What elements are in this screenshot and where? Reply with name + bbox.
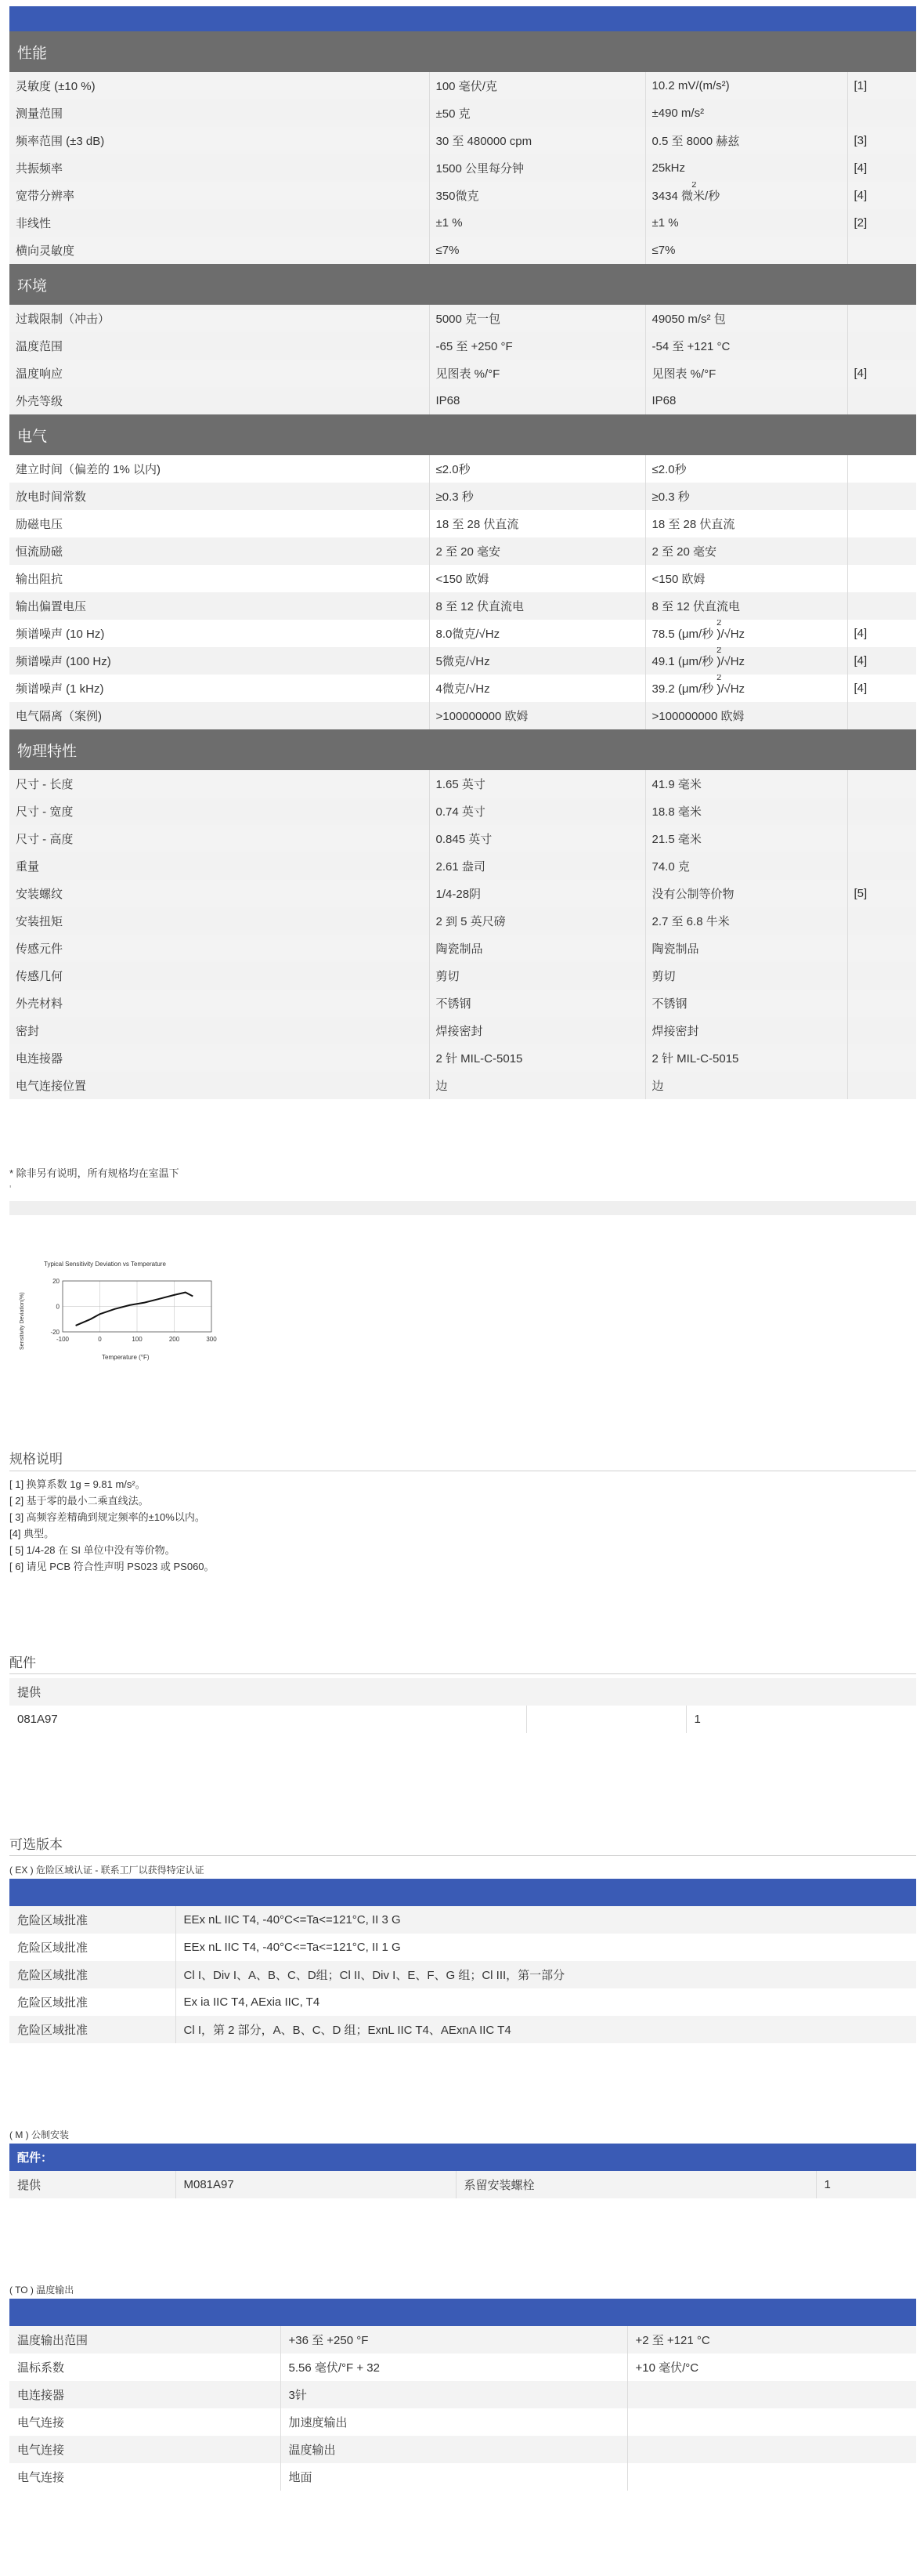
spec-row bbox=[9, 237, 916, 264]
spec-value-si: ≥0.3 秒 bbox=[645, 483, 847, 510]
ex-table bbox=[9, 1879, 916, 2043]
spec-row bbox=[9, 592, 916, 620]
spec-value-si: ±490 m/s² bbox=[645, 99, 847, 127]
spec-value-si: 74.0 克 bbox=[645, 852, 847, 880]
spec-label: 励磁电压 bbox=[9, 510, 429, 537]
spec-value-imperial: 1500 公里每分钟 bbox=[429, 154, 645, 182]
to-row bbox=[9, 2463, 916, 2491]
spec-label: 共振频率 bbox=[9, 154, 429, 182]
spec-value-si: 25kHz bbox=[645, 154, 847, 182]
spec-label: 输出阻抗 bbox=[9, 565, 429, 592]
spec-value-si: 没有公制等价物 bbox=[645, 880, 847, 907]
chart-ytick-label: 20 bbox=[52, 1278, 60, 1285]
ex-value-cell: EEx nL IIC T4, -40°C<=Ta<=121°C, II 1 G bbox=[175, 1934, 916, 1961]
spec-row bbox=[9, 305, 916, 332]
m-supplied: 提供 bbox=[9, 2171, 175, 2198]
spec-note-item: [ 5] 1/4-28 在 SI 单位中没有等价物。 bbox=[9, 1544, 175, 1556]
superscript-mark: 2 bbox=[716, 675, 722, 682]
spec-row bbox=[9, 770, 916, 798]
spec-value-imperial: 边 bbox=[429, 1072, 645, 1099]
spec-label: 频谱噪声 (100 Hz) bbox=[9, 647, 429, 675]
chart-title: Typical Sensitivity Deviation vs Temperature bbox=[44, 1261, 166, 1268]
section-title: 性能 bbox=[9, 31, 916, 72]
spec-row bbox=[9, 798, 916, 825]
m-model: M081A97 bbox=[175, 2171, 456, 2198]
spec-value-si: ±1 % bbox=[645, 209, 847, 237]
top-banner bbox=[9, 6, 916, 31]
section-title: 物理特性 bbox=[9, 729, 916, 770]
spec-label: 外壳材料 bbox=[9, 990, 429, 1017]
spec-footnote bbox=[847, 935, 916, 962]
superscript-mark: 2 bbox=[691, 182, 697, 190]
spec-note-item: [4] 典型。 bbox=[9, 1528, 55, 1539]
spec-row bbox=[9, 209, 916, 237]
spec-note-item: [ 3] 高频容差精确到规定频率的±10%以内。 bbox=[9, 1511, 205, 1523]
spec-row bbox=[9, 935, 916, 962]
spec-value-imperial: IP68 bbox=[429, 387, 645, 414]
spec-label: 尺寸 - 宽度 bbox=[9, 798, 429, 825]
spec-value-si: 焊接密封 bbox=[645, 1017, 847, 1044]
spec-value-imperial: 焊接密封 bbox=[429, 1017, 645, 1044]
spec-value-imperial: <150 欧姆 bbox=[429, 565, 645, 592]
spec-label: 输出偏置电压 bbox=[9, 592, 429, 620]
spec-label: 宽带分辨率 bbox=[9, 182, 429, 209]
ex-row bbox=[9, 2016, 916, 2043]
spec-footnote: [4] bbox=[847, 154, 916, 182]
chart-series-line bbox=[76, 1293, 193, 1326]
spec-label: 密封 bbox=[9, 1017, 429, 1044]
to-value-imperial: 3针 bbox=[280, 2381, 627, 2408]
spec-value-si: 边 bbox=[645, 1072, 847, 1099]
spec-label: 传感几何 bbox=[9, 962, 429, 990]
spec-row bbox=[9, 332, 916, 360]
spec-value-imperial: 18 至 28 伏直流 bbox=[429, 510, 645, 537]
spec-value-si: 8 至 12 伏直流电 bbox=[645, 592, 847, 620]
spec-footnote bbox=[847, 825, 916, 852]
spec-footnote bbox=[847, 962, 916, 990]
spec-row bbox=[9, 702, 916, 729]
to-label-cell: 电气连接 bbox=[9, 2463, 280, 2491]
spec-row bbox=[9, 154, 916, 182]
to-value-si: +10 毫伏/°C bbox=[627, 2353, 916, 2381]
spec-footnote bbox=[847, 455, 916, 483]
room-temp-note: * 除非另有说明，所有规格均在室温下 bbox=[9, 1167, 179, 1179]
spec-label: 频谱噪声 (10 Hz) bbox=[9, 620, 429, 647]
spec-footnote: [4] bbox=[847, 647, 916, 675]
spec-footnote bbox=[847, 1017, 916, 1044]
to-row bbox=[9, 2381, 916, 2408]
spec-label: 放电时间常数 bbox=[9, 483, 429, 510]
spec-value-imperial: 5000 克一包 bbox=[429, 305, 645, 332]
section-title: 电气 bbox=[9, 414, 916, 455]
spec-footnote: [2] bbox=[847, 209, 916, 237]
chart-ylabel: Sensitivity Deviation(%) bbox=[20, 1292, 25, 1350]
spec-value-si: ≤7% bbox=[645, 237, 847, 264]
spec-value-imperial: 30 至 480000 cpm bbox=[429, 127, 645, 154]
spec-value-imperial: 4微克/√Hz bbox=[429, 675, 645, 702]
spec-value-imperial: -65 至 +250 °F bbox=[429, 332, 645, 360]
ex-header-cell bbox=[9, 1879, 916, 1906]
ex-label-cell: 危险区域批准 bbox=[9, 1934, 175, 1961]
spec-footnote bbox=[847, 99, 916, 127]
spec-value-si: 0.5 至 8000 赫兹 bbox=[645, 127, 847, 154]
superscript-mark: 2 bbox=[716, 620, 722, 628]
spec-row bbox=[9, 907, 916, 935]
accessories-header: 提供 bbox=[9, 1678, 916, 1706]
to-value-imperial: 地面 bbox=[280, 2463, 627, 2491]
section-header bbox=[9, 264, 916, 305]
spec-row bbox=[9, 647, 916, 675]
spec-label: 安装扭矩 bbox=[9, 907, 429, 935]
spec-footnote bbox=[847, 537, 916, 565]
spec-value-imperial: 2 到 5 英尺磅 bbox=[429, 907, 645, 935]
chart-xlabel: Temperature (°F) bbox=[102, 1354, 150, 1361]
spec-footnote bbox=[847, 483, 916, 510]
spec-row bbox=[9, 565, 916, 592]
ex-value-cell: EEx nL IIC T4, -40°C<=Ta<=121°C, II 3 G bbox=[175, 1906, 916, 1934]
spec-footnote bbox=[847, 702, 916, 729]
spec-row bbox=[9, 825, 916, 852]
m-desc: 系留安装螺栓 bbox=[456, 2171, 816, 2198]
spec-notes-title: 规格说明 bbox=[9, 1452, 63, 1467]
to-row bbox=[9, 2408, 916, 2436]
chart-ytick-label: -20 bbox=[50, 1329, 60, 1336]
spec-value-si: 剪切 bbox=[645, 962, 847, 990]
options-rule bbox=[9, 1855, 916, 1856]
to-value-imperial: 温度输出 bbox=[280, 2436, 627, 2463]
spec-value-si: -54 至 +121 °C bbox=[645, 332, 847, 360]
spec-value-imperial: 见图表 %/°F bbox=[429, 360, 645, 387]
spec-value-si: 18 至 28 伏直流 bbox=[645, 510, 847, 537]
ex-value-cell: Cl I、Div I、A、B、C、D组；Cl II、Div I、E、F、G 组；Cl III，第一部分 bbox=[175, 1961, 916, 1988]
spec-label: 尺寸 - 高度 bbox=[9, 825, 429, 852]
ex-row bbox=[9, 1934, 916, 1961]
spec-value-si: 2 至 20 毫安 bbox=[645, 537, 847, 565]
to-label-cell: 温度输出范围 bbox=[9, 2326, 280, 2353]
chart-xtick-label: -100 bbox=[56, 1336, 70, 1343]
section-header bbox=[9, 729, 916, 770]
spec-row bbox=[9, 510, 916, 537]
spec-footnote bbox=[847, 387, 916, 414]
spec-label: 温度响应 bbox=[9, 360, 429, 387]
spec-footnote bbox=[847, 565, 916, 592]
spec-note-item: [ 6] 请见 PCB 符合性声明 PS023 或 PS060。 bbox=[9, 1561, 215, 1572]
to-label-cell: 温标系数 bbox=[9, 2353, 280, 2381]
spec-footnote bbox=[847, 592, 916, 620]
spec-value-si: 不锈钢 bbox=[645, 990, 847, 1017]
accessory-model: 081A97 bbox=[9, 1706, 526, 1733]
spec-value-imperial: 350微克 bbox=[429, 182, 645, 209]
spec-value-imperial: 2.61 盎司 bbox=[429, 852, 645, 880]
to-row bbox=[9, 2326, 916, 2353]
m-table bbox=[9, 2144, 916, 2198]
spec-value-si bbox=[645, 620, 847, 647]
spec-value-imperial: 0.74 英寸 bbox=[429, 798, 645, 825]
spec-footnote bbox=[847, 990, 916, 1017]
spec-label: 过载限制（冲击） bbox=[9, 305, 429, 332]
section-header bbox=[9, 31, 916, 72]
sensitivity-chart bbox=[16, 1257, 227, 1367]
to-value-si bbox=[627, 2436, 916, 2463]
section-title: 环境 bbox=[9, 264, 916, 305]
to-value-si bbox=[627, 2463, 916, 2491]
spec-footnote bbox=[847, 332, 916, 360]
to-value-imperial: 加速度输出 bbox=[280, 2408, 627, 2436]
spec-label: 安装螺纹 bbox=[9, 880, 429, 907]
spec-value-imperial: 2 至 20 毫安 bbox=[429, 537, 645, 565]
spec-value-si: ≤2.0秒 bbox=[645, 455, 847, 483]
to-header-bar bbox=[9, 2299, 916, 2326]
spec-value-imperial: 0.845 英寸 bbox=[429, 825, 645, 852]
spec-label: 频谱噪声 (1 kHz) bbox=[9, 675, 429, 702]
spec-value-imperial: ≤7% bbox=[429, 237, 645, 264]
to-value-imperial: 5.56 毫伏/°F + 32 bbox=[280, 2353, 627, 2381]
spec-row bbox=[9, 880, 916, 907]
to-value-si bbox=[627, 2381, 916, 2408]
spec-footnote bbox=[847, 907, 916, 935]
spec-value-imperial: ±1 % bbox=[429, 209, 645, 237]
spec-label: 电气连接位置 bbox=[9, 1072, 429, 1099]
spec-footnote bbox=[847, 305, 916, 332]
spec-row bbox=[9, 483, 916, 510]
to-label-cell: 电气连接 bbox=[9, 2408, 280, 2436]
accessory-desc bbox=[526, 1706, 686, 1733]
spec-value-imperial: 陶瓷制品 bbox=[429, 935, 645, 962]
spec-footnote: [3] bbox=[847, 127, 916, 154]
spec-value-si: 见图表 %/°F bbox=[645, 360, 847, 387]
spec-value-imperial: ≥0.3 秒 bbox=[429, 483, 645, 510]
spec-label: 重量 bbox=[9, 852, 429, 880]
spec-label: 恒流励磁 bbox=[9, 537, 429, 565]
spec-value-si: 2 针 MIL-C-5015 bbox=[645, 1044, 847, 1072]
spec-value-si bbox=[645, 182, 847, 209]
spec-note-item: [ 2] 基于零的最小二乘直线法。 bbox=[9, 1495, 149, 1507]
spec-row bbox=[9, 1044, 916, 1072]
spec-value-si: IP68 bbox=[645, 387, 847, 414]
spec-row bbox=[9, 1072, 916, 1099]
spec-value-si: 陶瓷制品 bbox=[645, 935, 847, 962]
section-header bbox=[9, 414, 916, 455]
to-value-imperial: +36 至 +250 °F bbox=[280, 2326, 627, 2353]
spec-label: 非线性 bbox=[9, 209, 429, 237]
spec-label: 电气隔离（案例) bbox=[9, 702, 429, 729]
spec-value-imperial: 1/4-28阴 bbox=[429, 880, 645, 907]
spec-value-imperial: 1.65 英寸 bbox=[429, 770, 645, 798]
chart-xtick-label: 300 bbox=[206, 1336, 217, 1343]
ex-label: ( EX ) 危险区域认证 - 联系工厂以获得特定认证 bbox=[9, 1865, 204, 1876]
spec-footnote bbox=[847, 852, 916, 880]
spec-label: 尺寸 - 长度 bbox=[9, 770, 429, 798]
spec-row bbox=[9, 182, 916, 209]
accessories-title: 配件 bbox=[9, 1655, 36, 1670]
spec-footnote bbox=[847, 237, 916, 264]
ex-label-cell: 危险区域批准 bbox=[9, 1961, 175, 1988]
spec-value-text: 3434 微米/秒 bbox=[651, 190, 720, 203]
m-header: 配件： bbox=[9, 2144, 916, 2171]
spec-value-text: 78.5 (μm/秒 )/√Hz bbox=[651, 628, 745, 641]
spec-value-si: 21.5 毫米 bbox=[645, 825, 847, 852]
spec-value-si: 49050 m/s² 包 bbox=[645, 305, 847, 332]
spec-footnote bbox=[847, 770, 916, 798]
spec-value-si: >100000000 欧姆 bbox=[645, 702, 847, 729]
ex-row bbox=[9, 1961, 916, 1988]
to-row bbox=[9, 2436, 916, 2463]
chart-xtick-label: 200 bbox=[168, 1336, 180, 1343]
spec-value-si: 41.9 毫米 bbox=[645, 770, 847, 798]
spec-value-imperial: 8 至 12 伏直流电 bbox=[429, 592, 645, 620]
spec-label: 灵敏度 (±10 %) bbox=[9, 72, 429, 99]
spec-row bbox=[9, 962, 916, 990]
spec-value-si: <150 欧姆 bbox=[645, 565, 847, 592]
spec-value-imperial: 不锈钢 bbox=[429, 990, 645, 1017]
spec-value-imperial: ≤2.0秒 bbox=[429, 455, 645, 483]
spec-row bbox=[9, 675, 916, 702]
spec-row bbox=[9, 387, 916, 414]
spec-row bbox=[9, 1017, 916, 1044]
spec-row bbox=[9, 127, 916, 154]
to-row bbox=[9, 2353, 916, 2381]
spec-value-imperial: 100 毫伏/克 bbox=[429, 72, 645, 99]
spec-value-imperial: ±50 克 bbox=[429, 99, 645, 127]
ex-label-cell: 危险区域批准 bbox=[9, 1988, 175, 2016]
chart-xtick-label: 0 bbox=[98, 1336, 102, 1343]
ex-label-cell: 危险区域批准 bbox=[9, 2016, 175, 2043]
spec-row bbox=[9, 72, 916, 99]
m-qty: 1 bbox=[816, 2171, 916, 2198]
spec-value-imperial: 5微克/√Hz bbox=[429, 647, 645, 675]
spec-label: 建立时间（偏差的 1% 以内) bbox=[9, 455, 429, 483]
ex-value-cell: Cl I，第 2 部分，A、B、C、D 组；ExnL IIC T4、AExnA IIC T4 bbox=[175, 2016, 916, 2043]
spec-label: 测量范围 bbox=[9, 99, 429, 127]
spec-row bbox=[9, 620, 916, 647]
ex-row bbox=[9, 1906, 916, 1934]
spec-value-imperial: 2 针 MIL-C-5015 bbox=[429, 1044, 645, 1072]
spec-value-si: 10.2 mV/(m/s²) bbox=[645, 72, 847, 99]
spec-value-imperial: 8.0微克/√Hz bbox=[429, 620, 645, 647]
spec-value-si: 2.7 至 6.8 牛米 bbox=[645, 907, 847, 935]
spec-footnote: [4] bbox=[847, 182, 916, 209]
spec-value-imperial: 剪切 bbox=[429, 962, 645, 990]
to-label-cell: 电气连接 bbox=[9, 2436, 280, 2463]
m-label: ( M ) 公制安装 bbox=[9, 2129, 69, 2140]
spec-label: 横向灵敏度 bbox=[9, 237, 429, 264]
spec-footnote: [4] bbox=[847, 360, 916, 387]
spec-label: 频率范围 (±3 dB) bbox=[9, 127, 429, 154]
chart-ytick-label: 0 bbox=[56, 1303, 60, 1311]
spec-value-text: 49.1 (μm/秒 )/√Hz bbox=[651, 655, 745, 668]
spec-label: 传感元件 bbox=[9, 935, 429, 962]
options-title: 可选版本 bbox=[9, 1837, 63, 1852]
spec-row bbox=[9, 455, 916, 483]
to-table bbox=[9, 2299, 916, 2491]
spec-row bbox=[9, 537, 916, 565]
to-value-si bbox=[627, 2408, 916, 2436]
spec-footnote: [4] bbox=[847, 620, 916, 647]
spec-footnote bbox=[847, 1072, 916, 1099]
spec-label: 外壳等级 bbox=[9, 387, 429, 414]
spec-note-item: [ 1] 换算系数 1g = 9.81 m/s²。 bbox=[9, 1478, 146, 1490]
spec-footnote bbox=[847, 1044, 916, 1072]
ex-value-cell: Ex ia IIC T4, AExia IIC, T4 bbox=[175, 1988, 916, 2016]
to-label-cell: 电连接器 bbox=[9, 2381, 280, 2408]
spec-table bbox=[9, 31, 916, 1099]
ex-row bbox=[9, 1988, 916, 2016]
spec-value-si: 18.8 毫米 bbox=[645, 798, 847, 825]
ex-header-bar bbox=[9, 1879, 916, 1906]
spec-row bbox=[9, 852, 916, 880]
spec-footnote: [4] bbox=[847, 675, 916, 702]
spec-notes-list bbox=[9, 1476, 215, 1575]
spec-footnote bbox=[847, 798, 916, 825]
chart-xtick-label: 100 bbox=[132, 1336, 143, 1343]
grey-divider bbox=[9, 1201, 916, 1215]
spec-label: 温度范围 bbox=[9, 332, 429, 360]
spec-row bbox=[9, 99, 916, 127]
to-value-si: +2 至 +121 °C bbox=[627, 2326, 916, 2353]
spec-value-si bbox=[645, 675, 847, 702]
ex-label-cell: 危险区域批准 bbox=[9, 1906, 175, 1934]
accessories-rule bbox=[9, 1673, 916, 1674]
spec-value-imperial: >100000000 欧姆 bbox=[429, 702, 645, 729]
to-label: ( TO ) 温度输出 bbox=[9, 2285, 74, 2296]
spec-label: 电连接器 bbox=[9, 1044, 429, 1072]
spec-value-si bbox=[645, 647, 847, 675]
accessories-table bbox=[9, 1678, 916, 1733]
spec-row bbox=[9, 990, 916, 1017]
spec-footnote: [5] bbox=[847, 880, 916, 907]
accessory-qty: 1 bbox=[686, 1706, 916, 1733]
spec-value-text: 39.2 (μm/秒 )/√Hz bbox=[651, 682, 745, 696]
spec-footnote bbox=[847, 510, 916, 537]
superscript-mark: 2 bbox=[716, 647, 722, 655]
tick-mark: ' bbox=[9, 1183, 12, 1195]
spec-row bbox=[9, 360, 916, 387]
spec-footnote: [1] bbox=[847, 72, 916, 99]
